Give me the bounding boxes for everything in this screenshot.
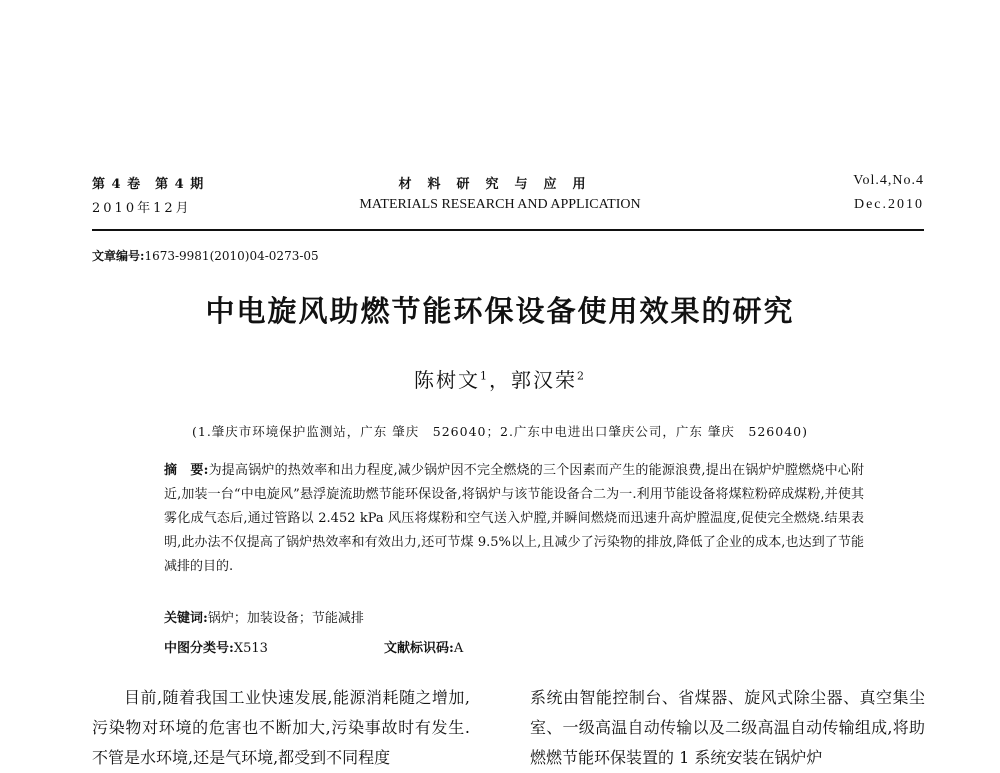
abstract (164, 459, 864, 579)
keywords-text: 锅炉；加装设备；节能减排 (207, 611, 364, 626)
article-id-label: 文章编号: (92, 249, 145, 263)
journal-volume-issue: 第 4 卷 第 4 期 (92, 177, 205, 192)
journal-volume-en: Vol.4,No.4 (853, 173, 924, 188)
paper-title: 中电旋风助燃节能环保设备使用效果的研究 (205, 294, 795, 328)
classification-value: X513 (233, 641, 268, 656)
keywords (164, 607, 364, 626)
document-code (384, 637, 463, 656)
affiliations: (1.肇庆市环境保护监测站，广东 肇庆 526040；2.广东中电进出口肇庆公司，广东 肇庆 526040) (192, 424, 808, 439)
classification-number (164, 637, 268, 656)
classification-label: 中图分类号: (164, 641, 234, 656)
author-1-affil-mark: 1 (480, 369, 489, 383)
authors (0, 364, 1000, 393)
author-2-affil-mark: 2 (577, 369, 586, 383)
abstract-text: 为提高锅炉的热效率和出力程度,减少锅炉因不完全燃烧的三个因素而产生的能源浪费,提出在锅炉炉膛燃烧中心附近,加装一台“中电旋风”悬浮旋流助燃节能环保设备,将锅炉与该节能设备合二为一.利用节能设备将煤粒粉碎成煤粉,并使其雾化成气态后,通过管路以 2.452 kPa 风压将煤粉和空气送入炉膛,并瞬间燃烧而迅速升高炉膛温度,促使完全燃烧.结果表明,此办法不仅提高了锅炉热效率和有效出力,还可节煤 9.5%以上,且减少了污染物的排放,降低了企业的成本,也达到了节能减排的目的. (164, 463, 864, 574)
journal-name-cn: 材料研究与应用 (398, 177, 602, 192)
journal-date-cn: 2010年12月 (92, 201, 192, 216)
journal-date-en: Dec.2010 (853, 197, 924, 212)
article-id-value: 1673-9981(2010)04-0273-05 (144, 249, 319, 263)
author-1: 陈树文 (414, 368, 480, 392)
journal-name-en: MATERIALS RESEARCH AND APPLICATION (359, 197, 641, 212)
author-separator: ， (489, 368, 511, 392)
keywords-label: 关键词: (164, 611, 208, 626)
body-left-column: 目前,随着我国工业快速发展,能源消耗随之增加,污染物对环境的危害也不断加大,污染事故时有发生.不管是水环境,还是气环境,都受到不同程度 (92, 688, 470, 767)
abstract-label: 摘 要: (164, 463, 209, 478)
document-code-value: A (453, 641, 464, 656)
document-code-label: 文献标识码: (384, 641, 454, 656)
body-right-column: 系统由智能控制台、省煤器、旋风式除尘器、真空集尘室、一级高温自动传输以及二级高温自动传输组成,将助燃燃节能环保装置的 1 系统安装在锅炉炉 (530, 688, 925, 767)
header-rule (92, 229, 924, 231)
author-2: 郭汉荣 (511, 368, 577, 392)
article-id (92, 247, 319, 264)
